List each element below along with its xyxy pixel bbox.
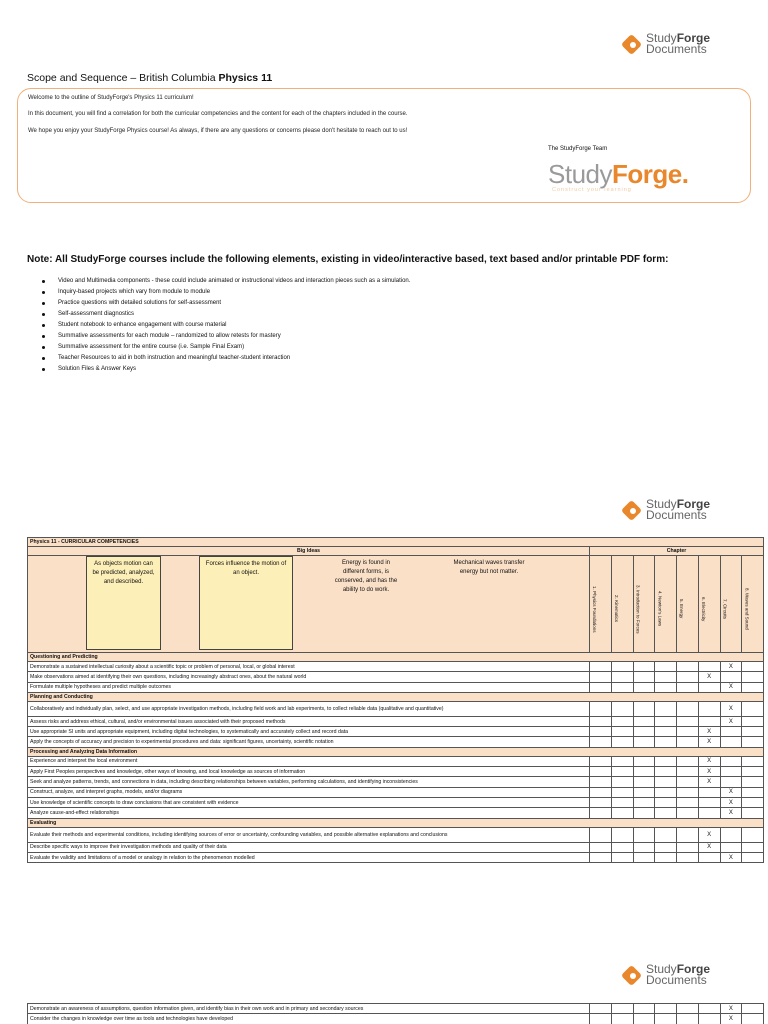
competency-text: Formulate multiple hypotheses and predict multiple outcomes	[28, 682, 590, 692]
chapter-cell	[720, 777, 742, 787]
chapter-cell	[742, 808, 764, 818]
big-idea-box: As objects motion can be predicted, analyzed, and described.	[86, 556, 161, 650]
chapter-cell	[698, 1004, 720, 1014]
competency-text: Use appropriate SI units and appropriate equipment, including digital technologies, to systematically and accurately collect and record data	[28, 727, 590, 737]
competency-text: Assess risks and address ethical, cultural, and/or environmental issues associated with their proposed methods	[28, 716, 590, 726]
chapter-cell: X	[720, 662, 742, 672]
competency-text: Apply First Peoples perspectives and knowledge, other ways of knowing, and local knowledge as sources of information	[28, 767, 590, 777]
chapter-cell	[677, 1014, 699, 1024]
chapter-cell	[611, 767, 633, 777]
chapter-cell	[677, 787, 699, 797]
chapter-cell	[590, 662, 612, 672]
elements-list	[42, 276, 410, 375]
chapter-cell	[633, 777, 655, 787]
table-row	[28, 787, 764, 797]
intro-welcome: Welcome to the outline of StudyForge's Physics 11 curriculum!	[28, 95, 194, 101]
chapter-header	[698, 556, 720, 653]
chapter-cell	[742, 842, 764, 852]
chapter-cell	[633, 787, 655, 797]
chapter-cell	[590, 852, 612, 862]
table-row	[28, 672, 764, 682]
section-header: Processing and Analyzing Data Information	[28, 747, 764, 756]
table-row	[28, 827, 764, 842]
table-row	[28, 852, 764, 862]
chapter-cell	[677, 808, 699, 818]
chapter-cell	[655, 662, 677, 672]
chapter-cell	[633, 701, 655, 716]
chapter-cell	[720, 727, 742, 737]
chapter-cell	[677, 767, 699, 777]
chapter-cell	[590, 808, 612, 818]
big-ideas-cell	[28, 556, 590, 653]
chapter-cell	[742, 777, 764, 787]
chapter-cell	[611, 662, 633, 672]
chapter-label: 3. Introduction to Forces	[635, 584, 641, 634]
chapter-cell	[655, 737, 677, 747]
chapter-cell	[698, 852, 720, 862]
table-row	[28, 1014, 764, 1024]
chapter-header	[720, 556, 742, 653]
chapter-cell	[742, 682, 764, 692]
chapter-cell	[611, 777, 633, 787]
chapter-cell	[633, 797, 655, 807]
chapter-cell	[677, 852, 699, 862]
chapter-cell	[720, 842, 742, 852]
chapter-cell: X	[698, 842, 720, 852]
chapter-cell	[720, 767, 742, 777]
studyforge-logo-icon	[622, 500, 642, 520]
chapter-cell	[720, 672, 742, 682]
chapter-cell	[655, 827, 677, 842]
chapter-cell	[611, 827, 633, 842]
chapter-cell	[655, 672, 677, 682]
chapter-cell	[655, 1004, 677, 1014]
chapter-cell	[698, 682, 720, 692]
list-item: Practice questions with detailed solutions for self-assessment	[42, 298, 410, 309]
chapter-cell	[655, 787, 677, 797]
chapter-cell	[655, 777, 677, 787]
competency-text: Evaluate the validity and limitations of a model or analogy in relation to the phenomenon modelled	[28, 852, 590, 862]
table-header: Physics 11 - CURRICULAR COMPETENCIES	[28, 538, 764, 547]
studyforge-wordmark: StudyForge.	[548, 159, 689, 189]
chapter-cell	[633, 716, 655, 726]
chapter-label: 2. Kinematics	[613, 595, 619, 623]
chapter-cell	[611, 1004, 633, 1014]
table-row	[28, 808, 764, 818]
chapter-cell	[633, 662, 655, 672]
intro-box	[17, 88, 751, 203]
chapter-cell	[633, 808, 655, 818]
chapter-cell	[611, 737, 633, 747]
competency-text: Construct, analyze, and interpret graphs, models, and/or diagrams	[28, 787, 590, 797]
chapter-cell	[590, 797, 612, 807]
chapter-cell	[590, 737, 612, 747]
chapter-label: 5. Energy	[679, 599, 684, 619]
competency-text: Describe specific ways to improve their investigation methods and quality of their data	[28, 842, 590, 852]
chapter-cell	[633, 727, 655, 737]
chapter-cell	[698, 797, 720, 807]
page-title: Scope and Sequence – British Columbia Physics 11	[27, 72, 273, 84]
chapter-cell	[611, 852, 633, 862]
chapter-cell: X	[720, 682, 742, 692]
chapter-cell	[633, 756, 655, 766]
chapter-cell	[633, 842, 655, 852]
chapter-cell	[611, 787, 633, 797]
competency-text: Demonstrate an awareness of assumptions, question information given, and identify bias in their own work and in primary and secondary sources	[28, 1004, 590, 1014]
chapter-cell	[742, 716, 764, 726]
chapter-cell	[698, 662, 720, 672]
chapter-cell	[590, 756, 612, 766]
chapter-cell: X	[720, 1004, 742, 1014]
chapter-cell	[611, 808, 633, 818]
chapter-cell	[611, 797, 633, 807]
chapter-cell	[611, 727, 633, 737]
chapter-cell	[655, 716, 677, 726]
list-item: Inquiry-based projects which vary from module to module	[42, 287, 410, 298]
chapter-cell	[655, 767, 677, 777]
chapter-cell	[633, 767, 655, 777]
studyforge-logo: StudyForge Documents	[622, 499, 710, 521]
chapter-cell	[677, 777, 699, 787]
studyforge-logo-icon	[622, 965, 642, 985]
chapter-header	[590, 556, 612, 653]
chapter-cell	[677, 797, 699, 807]
table-row	[28, 1004, 764, 1014]
chapter-cell	[742, 737, 764, 747]
chapter-cell	[590, 701, 612, 716]
chapter-cell	[611, 716, 633, 726]
chapter-cell: X	[698, 777, 720, 787]
competency-text: Apply the concepts of accuracy and precision to experimental procedures and data: significant figures, uncertainty, scientific notation	[28, 737, 590, 747]
chapter-cell	[677, 1004, 699, 1014]
chapter-cell	[633, 737, 655, 747]
chapter-cell	[590, 727, 612, 737]
chapter-cell	[677, 672, 699, 682]
chapter-cell	[655, 682, 677, 692]
table-row	[28, 727, 764, 737]
chapter-cell	[677, 842, 699, 852]
chapter-cell	[742, 1004, 764, 1014]
studyforge-logo: StudyForge Documents	[622, 33, 710, 55]
chapter-header	[633, 556, 655, 653]
chapter-header	[677, 556, 699, 653]
competency-text: Consider the changes in knowledge over time as tools and technologies have developed	[28, 1014, 590, 1024]
chapter-cell	[742, 701, 764, 716]
chapter-cell	[742, 727, 764, 737]
chapter-cell	[677, 701, 699, 716]
chapter-cell	[655, 756, 677, 766]
list-item: Self-assessment diagnostics	[42, 309, 410, 320]
chapter-cell	[590, 827, 612, 842]
list-item: Teacher Resources to aid in both instruction and meaningful teacher-student interaction	[42, 353, 410, 364]
chapter-cell	[698, 1014, 720, 1024]
list-item: Student notebook to enhance engagement with course material	[42, 320, 410, 331]
chapter-cell	[611, 672, 633, 682]
chapter-cell	[742, 852, 764, 862]
chapter-cell	[633, 852, 655, 862]
section-header: Planning and Conducting	[28, 692, 764, 701]
list-item: Summative assessments for each module – randomized to allow retests for mastery	[42, 331, 410, 342]
note-heading: Note: All StudyForge courses include the following elements, existing in video/interactive based, text based and/or printable PDF form:	[27, 254, 669, 265]
chapter-label: 7. Circuits	[722, 598, 728, 619]
competency-text: Analyze cause-and-effect relationships	[28, 808, 590, 818]
chapter-cell	[633, 1004, 655, 1014]
competency-text: Experience and interpret the local environment	[28, 756, 590, 766]
chapter-cell: X	[698, 672, 720, 682]
competency-text: Collaboratively and individually plan, select, and use appropriate investigation methods, including field work and lab experiments, to collect reliable data (qualitative and quantitative)	[28, 701, 590, 716]
chapter-cell: X	[698, 756, 720, 766]
chapter-cell	[655, 797, 677, 807]
chapter-cell	[720, 756, 742, 766]
chapter-cell	[590, 1004, 612, 1014]
chapter-cell	[611, 682, 633, 692]
list-item: Summative assessment for the entire course (i.e. Sample Final Exam)	[42, 342, 410, 353]
chapter-header	[742, 556, 764, 653]
table-row	[28, 842, 764, 852]
chapter-cell: X	[698, 727, 720, 737]
chapter-cell	[590, 767, 612, 777]
chapter-cell	[590, 777, 612, 787]
chapter-cell	[742, 1014, 764, 1024]
table-row	[28, 777, 764, 787]
list-item: Video and Multimedia components - these could include animated or instructional videos and interaction pieces such as a simulation.	[42, 276, 410, 287]
big-idea-box: Mechanical waves transfer energy but not matter.	[453, 560, 525, 575]
chapter-cell	[698, 787, 720, 797]
section-header: Questioning and Predicting	[28, 653, 764, 662]
chapter-cell	[742, 797, 764, 807]
chapter-cell	[633, 672, 655, 682]
table-row	[28, 701, 764, 716]
intro-description: In this document, you will find a correlation for both the curricular competencies and the content for each of the chapters included in the course.	[28, 111, 408, 117]
chapter-cell	[677, 716, 699, 726]
table-row	[28, 662, 764, 672]
chapter-cell	[720, 827, 742, 842]
competency-text: Make observations aimed at identifying their own questions, including increasingly abstract ones, about the natural world	[28, 672, 590, 682]
table-row	[28, 797, 764, 807]
competency-text: Use knowledge of scientific concepts to draw conclusions that are consistent with evidence	[28, 797, 590, 807]
chapter-cell: X	[720, 716, 742, 726]
chapter-label: 1. Physics Foundations	[592, 585, 597, 633]
chapter-cell	[742, 767, 764, 777]
competency-text: Demonstrate a sustained intellectual curiosity about a scientific topic or problem of personal, local, or global interest	[28, 662, 590, 672]
competency-text: Seek and analyze patterns, trends, and connections in data, including describing relationships between variables, performing calculations, and identifying inconsistencies	[28, 777, 590, 787]
list-item: Solution Files & Answer Keys	[42, 364, 410, 375]
team-signature: The StudyForge Team	[548, 146, 608, 152]
chapter-cell	[677, 737, 699, 747]
section-header: Evaluating	[28, 818, 764, 827]
competencies-table	[27, 537, 764, 863]
big-ideas-label: Big Ideas	[28, 547, 590, 556]
chapter-cell	[698, 701, 720, 716]
table-row	[28, 756, 764, 766]
chapter-cell	[590, 1014, 612, 1024]
chapter-cell: X	[720, 808, 742, 818]
chapter-cell	[655, 701, 677, 716]
chapter-cell	[611, 1014, 633, 1024]
chapter-cell	[590, 787, 612, 797]
chapter-cell	[633, 682, 655, 692]
big-idea-box: Forces influence the motion of an object.	[199, 556, 293, 650]
chapter-cell	[698, 808, 720, 818]
chapter-cell	[742, 827, 764, 842]
chapter-cell	[720, 737, 742, 747]
intro-closing: We hope you enjoy your StudyForge Physics course! As always, if there are any questions or concerns please don't hesitate to reach out to us!	[28, 128, 408, 134]
chapter-cell: X	[720, 797, 742, 807]
chapter-cell	[655, 852, 677, 862]
chapter-cell: X	[698, 737, 720, 747]
chapter-cell	[698, 716, 720, 726]
chapter-cell	[590, 682, 612, 692]
chapter-cell: X	[720, 701, 742, 716]
chapter-header	[611, 556, 633, 653]
chapter-cell	[633, 1014, 655, 1024]
table-row	[28, 682, 764, 692]
studyforge-logo: StudyForge Documents	[622, 964, 710, 986]
chapter-label: 6. Electricity	[700, 596, 706, 622]
chapter-cell	[590, 672, 612, 682]
chapter-cell	[677, 682, 699, 692]
chapter-cell	[655, 1014, 677, 1024]
chapter-cell: X	[720, 852, 742, 862]
competency-text: Evaluate their methods and experimental conditions, including identifying sources of error or uncertainty, confounding variables, and possible alternative explanations and conclusions	[28, 827, 590, 842]
studyforge-logo-icon	[622, 34, 642, 54]
chapter-cell	[655, 808, 677, 818]
chapter-cell	[742, 756, 764, 766]
chapter-label: 4. Newton's Laws	[657, 591, 663, 627]
chapter-cell	[677, 827, 699, 842]
chapter-cell: X	[698, 827, 720, 842]
chapter-cell	[677, 662, 699, 672]
competencies-table-continued	[27, 1003, 764, 1024]
chapter-label: Chapter	[590, 547, 764, 556]
chapter-cell	[611, 756, 633, 766]
chapter-cell	[611, 842, 633, 852]
chapter-cell	[633, 827, 655, 842]
big-idea-box: Energy is found in different forms, is conserved, and has the ability to do work.	[334, 560, 398, 593]
tagline: Construct your learning	[552, 187, 632, 193]
chapter-cell	[742, 672, 764, 682]
chapter-cell	[590, 716, 612, 726]
chapter-cell	[655, 842, 677, 852]
chapter-cell	[611, 701, 633, 716]
chapter-cell	[742, 787, 764, 797]
chapter-cell	[677, 727, 699, 737]
table-row	[28, 716, 764, 726]
table-row	[28, 737, 764, 747]
chapter-cell: X	[720, 1014, 742, 1024]
chapter-cell	[655, 727, 677, 737]
chapter-header	[655, 556, 677, 653]
chapter-cell: X	[720, 787, 742, 797]
table-row	[28, 767, 764, 777]
chapter-cell	[590, 842, 612, 852]
chapter-cell: X	[698, 767, 720, 777]
chapter-label: 8. Waves and Sound	[744, 588, 750, 630]
chapter-cell	[742, 662, 764, 672]
chapter-cell	[677, 756, 699, 766]
